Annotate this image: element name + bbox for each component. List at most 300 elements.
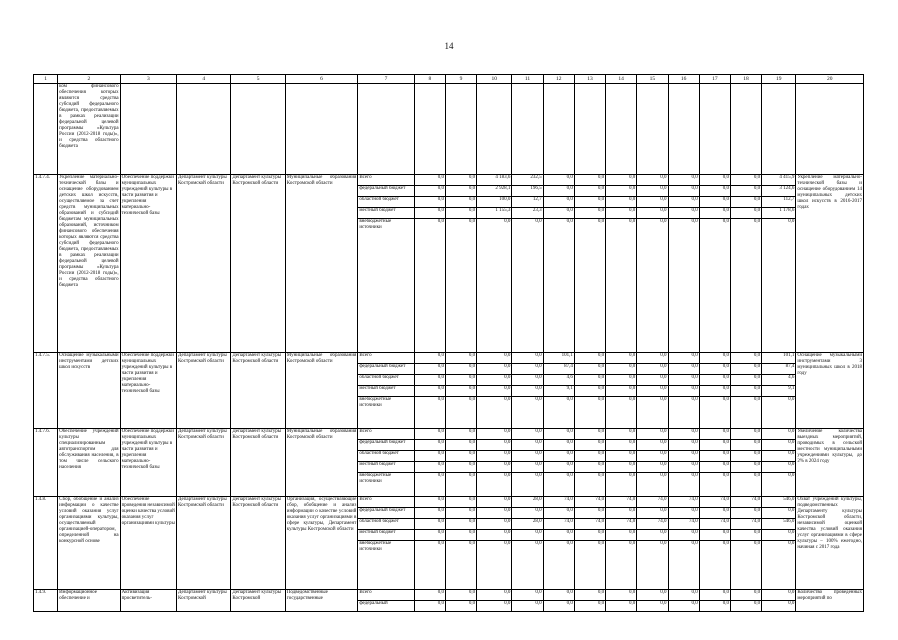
- funding-value: 0,0: [512, 601, 543, 612]
- funding-value: 0,0: [637, 219, 668, 353]
- funding-value: 0,0: [512, 462, 543, 473]
- funding-value: 0,0: [445, 590, 476, 601]
- funding-source: федеральный бюджет: [358, 508, 414, 519]
- funding-value: 0,0: [699, 508, 730, 519]
- funding-value: 4 183,6: [477, 175, 512, 186]
- funding-value: 0,0: [543, 186, 574, 197]
- funding-value: 0,0: [414, 208, 445, 219]
- funding-value: 0,0: [477, 601, 512, 612]
- activity-goal: Активизация просветитель-: [120, 590, 176, 612]
- funding-value: 0,0: [445, 541, 476, 590]
- funding-value: 0,0: [414, 175, 445, 186]
- funding-value: 0,0: [730, 375, 761, 386]
- funding-value: 0,0: [699, 364, 730, 375]
- funding-value: 0,0: [574, 429, 605, 440]
- funding-value: 0,0: [574, 451, 605, 462]
- responsible-executor: Департамент культуры Костромской области: [177, 497, 231, 590]
- funding-value: 0,0: [606, 397, 637, 429]
- funding-value: 0,0: [574, 590, 605, 601]
- funding-source: областной бюджет: [358, 451, 414, 462]
- funding-value: 0,0: [668, 375, 699, 386]
- funding-value: 0,0: [637, 451, 668, 462]
- funding-value: 0,0: [730, 386, 761, 397]
- funding-value: 0,0: [699, 451, 730, 462]
- funding-value: 100,0: [477, 197, 512, 208]
- column-number: 5: [231, 75, 285, 84]
- funding-value: 0,0: [477, 375, 512, 386]
- funding-value: 0,0: [668, 462, 699, 473]
- column-number: 18: [730, 75, 761, 84]
- funding-value: 0,0: [668, 364, 699, 375]
- funding-value: 0,0: [668, 451, 699, 462]
- funding-value: 0,0: [414, 364, 445, 375]
- funding-value: 0,0: [637, 175, 668, 186]
- funding-value: 0,0: [543, 541, 574, 590]
- funding-value: 0,0: [543, 219, 574, 353]
- funding-value: 0,0: [477, 497, 512, 508]
- funding-source: областной бюджет: [358, 375, 414, 386]
- funding-value: 0,0: [668, 590, 699, 601]
- funding-value: 0,0: [730, 541, 761, 590]
- activity-code: 1.4.8.: [34, 497, 58, 590]
- funding-value: 4,6: [543, 375, 574, 386]
- funding-value: 0,0: [543, 530, 574, 541]
- funding-value: 0,0: [543, 451, 574, 462]
- funding-value: 0,0: [730, 219, 761, 353]
- funding-value: 74,0: [699, 497, 730, 508]
- funding-value: 0,0: [730, 508, 761, 519]
- participants: Подведомственные государственные: [285, 590, 358, 612]
- funding-value: 74,0: [574, 519, 605, 530]
- co-executor: Департамент культуры Костромской области: [231, 175, 285, 353]
- funding-value: 12,7: [512, 197, 543, 208]
- funding-value: 0,0: [637, 473, 668, 497]
- funding-value: 0,0: [668, 186, 699, 197]
- funding-value: 0,0: [477, 541, 512, 590]
- funding-value: 0,0: [414, 462, 445, 473]
- funding-value: 0,0: [414, 440, 445, 451]
- empty-cell: [445, 84, 476, 175]
- empty-cell: [414, 84, 445, 175]
- funding-source: областной бюджет: [358, 519, 414, 530]
- funding-source: внебюджетные источники: [358, 397, 414, 429]
- funding-value: 0,0: [574, 386, 605, 397]
- page-number: 14: [444, 41, 454, 51]
- funding-value: 0,0: [606, 451, 637, 462]
- column-number: 15: [637, 75, 668, 84]
- funding-value: 0,0: [637, 590, 668, 601]
- co-executor: Департамент культуры Костромской области: [231, 429, 285, 497]
- activity-goal: Обеспечение поддержки муниципальных учреждений культуры в части развития и укрепления материально-технической базы: [120, 175, 176, 353]
- activity-code: 1.4.7.5.: [34, 353, 58, 429]
- funding-source: федеральный: [358, 601, 414, 612]
- activity-goal: Обеспечение поддержки муниципальных учреждений культуры в части развития и укрепления материально-технической базы: [120, 353, 176, 429]
- activity-code: 1.4.7.4.: [34, 175, 58, 353]
- funding-value: 0,0: [512, 397, 543, 429]
- empty-cell: [796, 84, 864, 175]
- funding-value: 0,0: [477, 353, 512, 364]
- funding-value: 0,0: [699, 186, 730, 197]
- funding-value: 87,4: [762, 364, 796, 375]
- funding-value: 0,0: [574, 462, 605, 473]
- funding-value: 23,3: [512, 208, 543, 219]
- funding-source: местный бюджет: [358, 462, 414, 473]
- funding-value: 0,0: [574, 601, 605, 612]
- column-number: 12: [543, 75, 574, 84]
- funding-value: 28,0: [512, 519, 543, 530]
- funding-value: 0,0: [668, 386, 699, 397]
- funding-value: 101,1: [762, 353, 796, 364]
- funding-value: 0,0: [730, 208, 761, 219]
- column-number: 7: [358, 75, 414, 84]
- funding-value: 0,0: [574, 397, 605, 429]
- funding-value: 4 415,9: [762, 175, 796, 186]
- funding-value: 0,0: [730, 462, 761, 473]
- funding-value: 0,0: [637, 601, 668, 612]
- funding-value: 0,0: [668, 429, 699, 440]
- funding-value: 0,0: [699, 208, 730, 219]
- funding-value: 0,0: [445, 508, 476, 519]
- funding-value: 0,0: [414, 386, 445, 397]
- funding-value: 0,0: [762, 219, 796, 353]
- activity-name: Оснащение музыкальными инструментами детских школ искусств: [58, 353, 120, 429]
- funding-value: 0,0: [668, 397, 699, 429]
- activity-code: 1.4.9.: [34, 590, 58, 612]
- funding-value: 0,0: [637, 208, 668, 219]
- funding-value: 0,0: [762, 451, 796, 462]
- funding-value: 0,0: [543, 508, 574, 519]
- funding-value: 0,0: [730, 473, 761, 497]
- funding-value: 0,0: [699, 440, 730, 451]
- funding-value: 74,0: [668, 497, 699, 508]
- funding-value: 0,0: [668, 601, 699, 612]
- program-activities-table: [33, 74, 864, 612]
- funding-value: 0,0: [414, 530, 445, 541]
- funding-source: Всего: [358, 353, 414, 364]
- column-number: 13: [574, 75, 605, 84]
- funding-value: 0,0: [606, 364, 637, 375]
- empty-cell: [730, 84, 761, 175]
- funding-value: 74,0: [730, 497, 761, 508]
- funding-value: 0,0: [445, 530, 476, 541]
- funding-value: 9,1: [762, 386, 796, 397]
- funding-value: 0,0: [512, 508, 543, 519]
- column-number: 3: [120, 75, 176, 84]
- funding-value: 0,0: [445, 364, 476, 375]
- column-number: 10: [477, 75, 512, 84]
- funding-value: 0,0: [477, 590, 512, 601]
- funding-value: 0,0: [730, 451, 761, 462]
- funding-value: 0,0: [730, 440, 761, 451]
- empty-cell: [477, 84, 512, 175]
- funding-value: 0,0: [574, 508, 605, 519]
- funding-value: 2 928,1: [477, 186, 512, 197]
- funding-value: 0,0: [477, 386, 512, 397]
- continuation-text: ком финансового обеспечения которых являются средства субсидий федерального бюджета, предоставляемых в рамках реализации федеральной целевой программы «Культура России (2012-2018 годы)», и средства областного бюджета: [58, 84, 120, 175]
- funding-value: 0,0: [699, 375, 730, 386]
- funding-value: 74,0: [606, 497, 637, 508]
- participants: Организация, осуществляющие сбор, обобщение и анализ информации о качестве условий оказания услуг организациями в сфере культуры, Департамент культуры Костромской области: [285, 497, 358, 590]
- funding-value: 74,0: [668, 519, 699, 530]
- funding-value: 0,0: [637, 508, 668, 519]
- funding-value: 3 124,6: [762, 186, 796, 197]
- funding-value: 0,0: [730, 429, 761, 440]
- column-number: 8: [414, 75, 445, 84]
- funding-value: 0,0: [762, 429, 796, 440]
- funding-value: 0,0: [606, 197, 637, 208]
- funding-value: 546,0: [762, 497, 796, 508]
- funding-value: 0,0: [699, 353, 730, 364]
- funding-value: 74,0: [637, 519, 668, 530]
- activity-code: 1.4.7.6.: [34, 429, 58, 497]
- funding-value: 0,0: [574, 541, 605, 590]
- funding-value: 0,0: [699, 397, 730, 429]
- funding-value: 0,0: [477, 473, 512, 497]
- column-number: 19: [762, 75, 796, 84]
- funding-value: 0,0: [574, 208, 605, 219]
- funding-value: 0,0: [414, 508, 445, 519]
- funding-value: 0,0: [445, 473, 476, 497]
- funding-value: 0,0: [477, 397, 512, 429]
- column-number: 20: [796, 75, 864, 84]
- funding-value: 0,0: [414, 590, 445, 601]
- funding-value: 0,0: [543, 397, 574, 429]
- funding-value: 0,0: [477, 219, 512, 353]
- funding-value: 0,0: [668, 219, 699, 353]
- funding-value: 74,0: [606, 519, 637, 530]
- funding-value: 0,0: [414, 541, 445, 590]
- funding-value: 0,0: [445, 497, 476, 508]
- responsible-executor: Департамент культуры Костромской: [177, 590, 231, 612]
- funding-value: 74,0: [699, 519, 730, 530]
- funding-value: 0,0: [606, 530, 637, 541]
- funding-value: 0,0: [668, 473, 699, 497]
- funding-value: 232,5: [512, 175, 543, 186]
- funding-value: 0,0: [445, 186, 476, 197]
- funding-value: 0,0: [414, 473, 445, 497]
- column-number: 1: [34, 75, 58, 84]
- funding-value: 0,0: [445, 440, 476, 451]
- funding-value: 0,0: [445, 386, 476, 397]
- funding-value: 0,0: [543, 175, 574, 186]
- funding-value: 0,0: [414, 497, 445, 508]
- funding-value: 0,0: [574, 197, 605, 208]
- funding-value: 0,0: [637, 397, 668, 429]
- funding-value: 0,0: [637, 530, 668, 541]
- funding-value: 0,0: [606, 590, 637, 601]
- responsible-executor: Департамент культуры Костромской области: [177, 353, 231, 429]
- funding-value: 0,0: [606, 175, 637, 186]
- funding-value: 0,0: [762, 541, 796, 590]
- funding-value: 0,0: [606, 375, 637, 386]
- funding-value: 0,0: [574, 175, 605, 186]
- funding-value: 0,0: [606, 440, 637, 451]
- funding-value: 0,0: [477, 364, 512, 375]
- funding-value: 0,0: [730, 397, 761, 429]
- table-row: [34, 353, 864, 364]
- funding-value: 0,0: [730, 353, 761, 364]
- funding-value: 0,0: [606, 541, 637, 590]
- column-number: 2: [58, 75, 120, 84]
- participants: Муниципальные образования Костромской области: [285, 429, 358, 497]
- funding-value: 0,0: [606, 186, 637, 197]
- funding-value: 0,0: [414, 186, 445, 197]
- funding-value: 0,0: [699, 197, 730, 208]
- funding-value: 0,0: [762, 462, 796, 473]
- funding-value: 1 178,6: [762, 208, 796, 219]
- activity-name: Укрепление материально-технической базы и оснащение оборудованием детских школ искусств, осуществляемое за счет средств муниципальных образований и субсидий бюджетам муниципальных образований, источником финансового обеспечения которых являются средства субсидий федерального бюджета, предоставляемых в рамках реализации федеральной целевой программы «Культура России (2012-2018 годы)», и средства областного бюджета: [58, 175, 120, 353]
- funding-value: 0,0: [668, 508, 699, 519]
- funding-value: 546,0: [762, 519, 796, 530]
- column-number: 4: [177, 75, 231, 84]
- funding-value: 74,0: [574, 497, 605, 508]
- funding-value: 0,0: [699, 386, 730, 397]
- funding-value: 0,0: [512, 375, 543, 386]
- funding-value: 0,0: [574, 530, 605, 541]
- funding-value: 0,0: [699, 175, 730, 186]
- funding-value: 0,0: [445, 429, 476, 440]
- funding-value: 0,0: [543, 440, 574, 451]
- funding-value: 0,0: [477, 519, 512, 530]
- responsible-executor: Департамент культуры Костромской области: [177, 175, 231, 353]
- funding-value: 74,0: [543, 497, 574, 508]
- funding-value: 0,0: [445, 197, 476, 208]
- funding-value: 0,0: [543, 208, 574, 219]
- responsible-executor: Департамент культуры Костромской области: [177, 429, 231, 497]
- funding-value: 0,0: [574, 375, 605, 386]
- activity-name: Обеспечение учреждений культуры специализированным автотранспортом для обслуживания населения, в том числе сельского населения: [58, 429, 120, 497]
- funding-value: 0,0: [512, 353, 543, 364]
- table-row: [34, 429, 864, 440]
- funding-value: 0,0: [762, 530, 796, 541]
- funding-value: 0,0: [637, 429, 668, 440]
- activity-name: Информационное обеспечение и: [58, 590, 120, 612]
- funding-value: 0,0: [512, 386, 543, 397]
- empty-cell: [762, 84, 796, 175]
- funding-source: Всего: [358, 497, 414, 508]
- funding-value: 0,0: [512, 440, 543, 451]
- funding-value: 0,0: [574, 353, 605, 364]
- funding-value: 0,0: [730, 590, 761, 601]
- column-number: 9: [445, 75, 476, 84]
- funding-value: 0,0: [477, 440, 512, 451]
- empty-cell: [177, 84, 231, 175]
- funding-value: 0,0: [637, 462, 668, 473]
- table-row: [34, 590, 864, 601]
- funding-source: Всего: [358, 175, 414, 186]
- funding-value: 0,0: [445, 353, 476, 364]
- activity-goal: Обеспечение поддержки муниципальных учреждений культуры в части развития и укрепления материально-технической базы: [120, 429, 176, 497]
- funding-value: 196,5: [512, 186, 543, 197]
- empty-cell: [512, 84, 543, 175]
- table-row: [34, 497, 864, 508]
- funding-value: 0,0: [606, 508, 637, 519]
- expected-result: Количество проведенных мероприятий по: [796, 590, 864, 612]
- empty-cell: [231, 84, 285, 175]
- column-number: 14: [606, 75, 637, 84]
- funding-value: 0,0: [699, 219, 730, 353]
- funding-value: 0,0: [762, 590, 796, 601]
- funding-value: 0,0: [606, 462, 637, 473]
- funding-value: 0,0: [512, 590, 543, 601]
- funding-value: 0,0: [637, 440, 668, 451]
- funding-source: федеральный бюджет: [358, 186, 414, 197]
- funding-value: 0,0: [730, 364, 761, 375]
- funding-value: 0,0: [668, 197, 699, 208]
- funding-value: 74,0: [543, 519, 574, 530]
- co-executor: Департамент культуры Костромской: [231, 590, 285, 612]
- funding-value: 0,0: [668, 440, 699, 451]
- column-number: 16: [668, 75, 699, 84]
- funding-value: 0,0: [606, 208, 637, 219]
- funding-source: областной бюджет: [358, 197, 414, 208]
- empty-cell: [668, 84, 699, 175]
- empty-cell: [574, 84, 605, 175]
- empty-cell: [606, 84, 637, 175]
- column-number: 17: [699, 75, 730, 84]
- funding-value: 9,1: [543, 386, 574, 397]
- funding-value: 0,0: [477, 429, 512, 440]
- funding-value: 0,0: [637, 353, 668, 364]
- expected-result: Оснащение музыкальными инструментами 3 муниципальных школ в 2018 году: [796, 353, 864, 429]
- funding-source: местный бюджет: [358, 386, 414, 397]
- funding-value: 0,0: [699, 462, 730, 473]
- funding-value: 0,0: [637, 197, 668, 208]
- funding-value: 0,0: [699, 473, 730, 497]
- funding-value: 0,0: [543, 197, 574, 208]
- continuation-row: [34, 84, 864, 175]
- funding-value: 0,0: [606, 386, 637, 397]
- funding-value: 0,0: [543, 473, 574, 497]
- funding-value: 0,0: [414, 397, 445, 429]
- funding-value: 0,0: [574, 440, 605, 451]
- funding-value: 0,0: [414, 451, 445, 462]
- funding-value: 0,0: [637, 186, 668, 197]
- funding-value: 0,0: [668, 175, 699, 186]
- funding-value: 0,0: [414, 375, 445, 386]
- funding-source: федеральный бюджет: [358, 364, 414, 375]
- funding-value: 0,0: [512, 429, 543, 440]
- co-executor: Департамент культуры Костромской области: [231, 353, 285, 429]
- funding-value: 0,0: [512, 219, 543, 353]
- column-number: 11: [512, 75, 543, 84]
- funding-value: 0,0: [668, 530, 699, 541]
- funding-value: 0,0: [445, 451, 476, 462]
- funding-value: 0,0: [445, 397, 476, 429]
- empty-cell: [543, 84, 574, 175]
- funding-value: 0,0: [574, 186, 605, 197]
- funding-value: 0,0: [730, 186, 761, 197]
- funding-value: 0,0: [445, 208, 476, 219]
- funding-value: 0,0: [637, 364, 668, 375]
- column-number: 6: [285, 75, 358, 84]
- funding-value: 0,0: [762, 440, 796, 451]
- funding-value: 0,0: [543, 601, 574, 612]
- funding-value: 0,0: [574, 219, 605, 353]
- funding-value: 0,0: [414, 197, 445, 208]
- funding-value: 0,0: [762, 397, 796, 429]
- funding-value: 0,0: [668, 541, 699, 590]
- funding-value: 0,0: [574, 473, 605, 497]
- funding-source: Всего: [358, 590, 414, 601]
- empty-cell: [285, 84, 358, 175]
- empty-cell: [120, 84, 176, 175]
- participants: Муниципальные образования Костромской области: [285, 353, 358, 429]
- funding-value: 0,0: [512, 451, 543, 462]
- funding-source: федеральный бюджет: [358, 440, 414, 451]
- funding-source: внебюджетные источники: [358, 219, 414, 353]
- funding-source: внебюджетные источники: [358, 473, 414, 497]
